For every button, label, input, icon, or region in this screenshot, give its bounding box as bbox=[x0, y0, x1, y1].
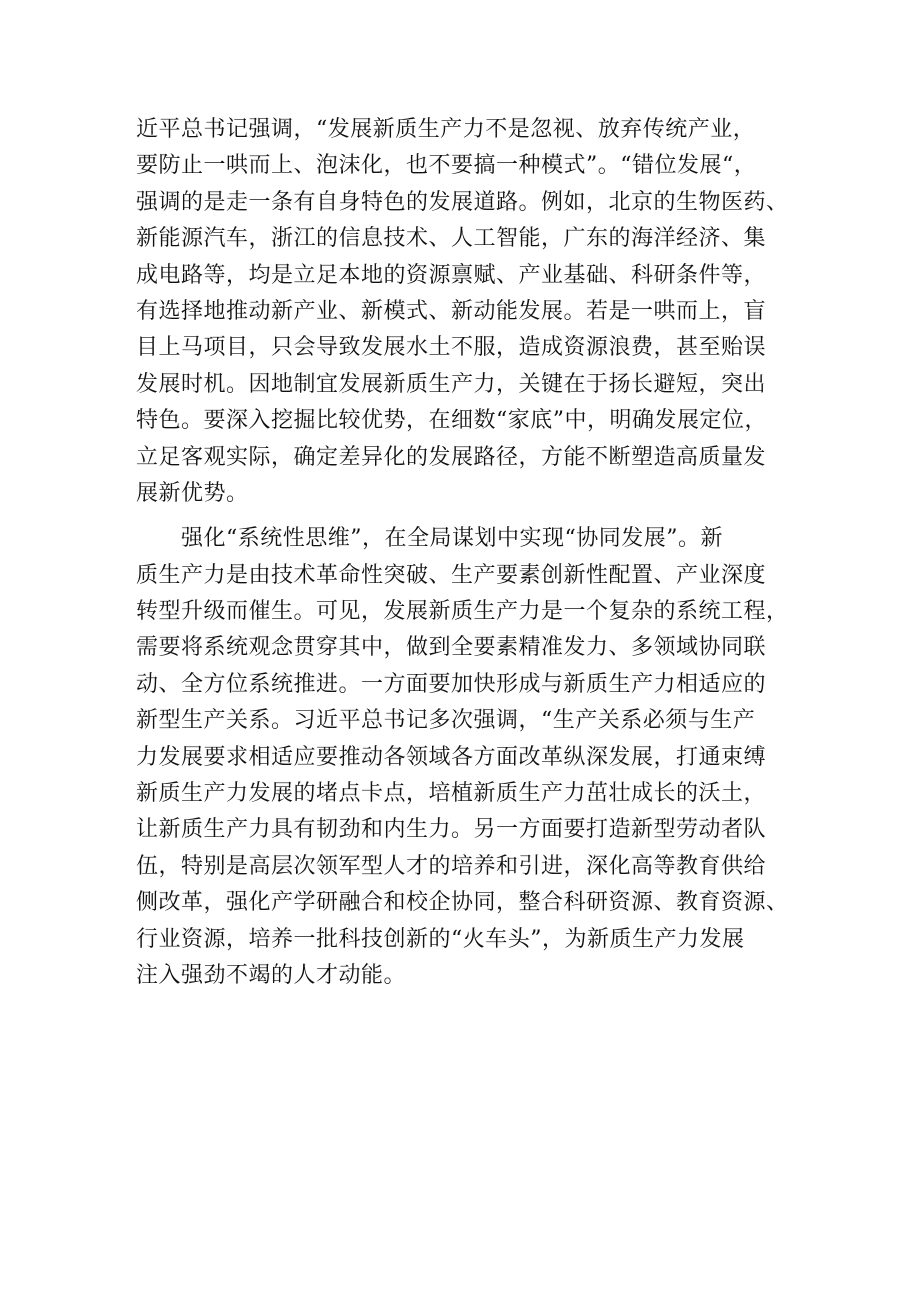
text-line: 需要将系统观念贯穿其中，做到全要素精准发力、多领域协同联 bbox=[136, 635, 767, 661]
text-line: 强调的是走一条有自身特色的发展道路。例如，北京的生物医药、 bbox=[136, 189, 789, 215]
text-line: 展新优势。 bbox=[136, 480, 249, 506]
text-line: 力发展要求相适应要推动各领域各方面改革纵深发展，打通束缚 bbox=[136, 744, 767, 770]
text-line: 发展时机。因地制宜发展新质生产力，关键在于扬长避短，突出 bbox=[136, 371, 767, 397]
text-line: 有选择地推动新产业、新模式、新动能发展。若是一哄而上，盲 bbox=[136, 298, 767, 324]
paragraph-gap bbox=[136, 512, 801, 521]
text-line: 伍，特别是高层次领军型人才的培养和引进，深化高等教育供给 bbox=[136, 853, 767, 879]
text-line: 新型生产关系。习近平总书记多次强调，“生产关系必须与生产 bbox=[136, 708, 756, 734]
text-line: 新质生产力发展的堵点卡点，培植新质生产力茁壮成长的沃土， bbox=[136, 781, 767, 807]
text-line: 转型升级而催生。可见，发展新质生产力是一个复杂的系统工程， bbox=[136, 599, 789, 625]
text-line: 强化“系统性思维”，在全局谋划中实现“协同发展”。新 bbox=[136, 526, 723, 552]
text-line: 让新质生产力具有韧劲和内生力。另一方面要打造新型劳动者队 bbox=[136, 817, 767, 843]
text-line: 动、全方位系统推进。一方面要加快形成与新质生产力相适应的 bbox=[136, 671, 767, 697]
text-line: 侧改革，强化产学研融合和校企协同，整合科研资源、教育资源、 bbox=[136, 890, 789, 916]
text-line: 成电路等，均是立足本地的资源禀赋、产业基础、科研条件等， bbox=[136, 262, 767, 288]
text-line: 目上马项目，只会导致发展水土不服，造成资源浪费，甚至贻误 bbox=[136, 335, 767, 361]
text-line: 新能源汽车，浙江的信息技术、人工智能，广东的海洋经济、集 bbox=[136, 226, 767, 252]
paragraph-2 bbox=[136, 521, 801, 994]
text-line: 行业资源，培养一批科技创新的“火车头”，为新质生产力发展 bbox=[136, 926, 745, 952]
text-line: 特色。要深入挖掘比较优势，在细数“家底”中，明确发展定位， bbox=[136, 408, 767, 434]
text-line: 立足客观实际，确定差异化的发展路径，方能不断塑造高质量发 bbox=[136, 444, 767, 470]
text-line: 近平总书记强调，“发展新质生产力不是忽视、放弃传统产业， bbox=[136, 117, 756, 142]
text-line: 注入强劲不竭的人才动能。 bbox=[136, 962, 407, 988]
document-body bbox=[136, 112, 801, 994]
text-line: 质生产力是由技术革命性突破、生产要素创新性配置、产业深度 bbox=[136, 562, 767, 588]
text-line: 要防止一哄而上、泡沫化，也不要搞一种模式”。“错位发展“， bbox=[136, 153, 757, 179]
paragraph-1 bbox=[136, 112, 801, 512]
